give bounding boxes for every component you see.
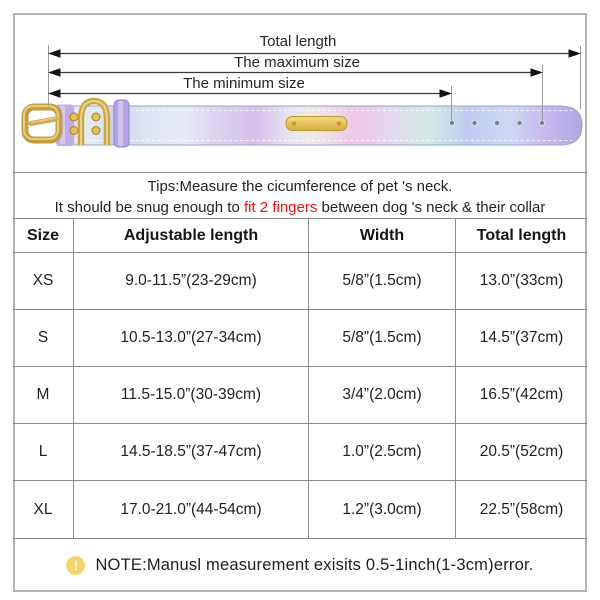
tips-line-2 bbox=[55, 198, 546, 218]
cell-width: 1.2”(3.0cm) bbox=[309, 481, 456, 539]
cell-width: 3/4”(2.0cm) bbox=[309, 367, 456, 424]
cell-total-length: 13.0”(33cm) bbox=[456, 253, 587, 310]
exclamation-icon: ! bbox=[66, 556, 85, 575]
cell-adjustable-length: 17.0-21.0”(44-54cm) bbox=[74, 481, 309, 539]
cell-size: XS bbox=[13, 253, 74, 310]
table-row-xs bbox=[13, 253, 587, 310]
cell-width: 5/8”(1.5cm) bbox=[309, 310, 456, 367]
cell-total-length: 16.5”(42cm) bbox=[456, 367, 587, 424]
collar-buckle bbox=[24, 106, 59, 140]
collar-name-plate bbox=[286, 117, 347, 131]
cell-total-length: 20.5”(52cm) bbox=[456, 424, 587, 481]
tips-line-1: Tips:Measure the cicumference of pet 's neck. bbox=[147, 177, 453, 195]
collar-keeper-sheen bbox=[118, 101, 123, 146]
arrow-label-total-length: Total length bbox=[259, 33, 337, 50]
column-header-size: Size bbox=[13, 219, 74, 253]
tips-box bbox=[13, 172, 587, 218]
collar-image bbox=[24, 100, 582, 147]
note-row bbox=[13, 538, 587, 592]
cell-adjustable-length: 14.5-18.5”(37-47cm) bbox=[74, 424, 309, 481]
table-row-l bbox=[13, 424, 587, 481]
cell-adjustable-length: 10.5-13.0”(27-34cm) bbox=[74, 310, 309, 367]
cell-size: XL bbox=[13, 481, 74, 539]
cell-width: 5/8”(1.5cm) bbox=[309, 253, 456, 310]
cell-adjustable-length: 11.5-15.0”(30-39cm) bbox=[74, 367, 309, 424]
column-header-adjustable-length: Adjustable length bbox=[74, 219, 309, 253]
tips-line-2-before: It should be snug enough to bbox=[54, 198, 244, 216]
cell-adjustable-length: 9.0-11.5”(23-29cm) bbox=[74, 253, 309, 310]
cell-total-length: 14.5”(37cm) bbox=[456, 310, 587, 367]
size-table bbox=[13, 218, 587, 539]
tips-line-2-highlight: fit 2 fingers bbox=[243, 198, 318, 216]
cell-size: S bbox=[13, 310, 74, 367]
cell-total-length: 22.5”(58cm) bbox=[456, 481, 587, 539]
cell-size: M bbox=[13, 367, 74, 424]
column-header-width: Width bbox=[309, 219, 456, 253]
column-header-total-length: Total length bbox=[456, 219, 587, 253]
arrow-label-minimum-size: The minimum size bbox=[183, 75, 305, 92]
table-row-s bbox=[13, 310, 587, 367]
cell-size: L bbox=[13, 424, 74, 481]
arrow-label-maximum-size: The maximum size bbox=[234, 54, 360, 71]
tips-line-2-after: between dog 's neck & their collar bbox=[317, 198, 546, 216]
note-text: NOTE:Manusl measurement exisits 0.5-1inch(1-3cm)error. bbox=[95, 555, 534, 574]
cell-width: 1.0”(2.5cm) bbox=[309, 424, 456, 481]
table-row-xl bbox=[13, 481, 587, 539]
table-header-row bbox=[13, 219, 587, 253]
table-row-m bbox=[13, 367, 587, 424]
